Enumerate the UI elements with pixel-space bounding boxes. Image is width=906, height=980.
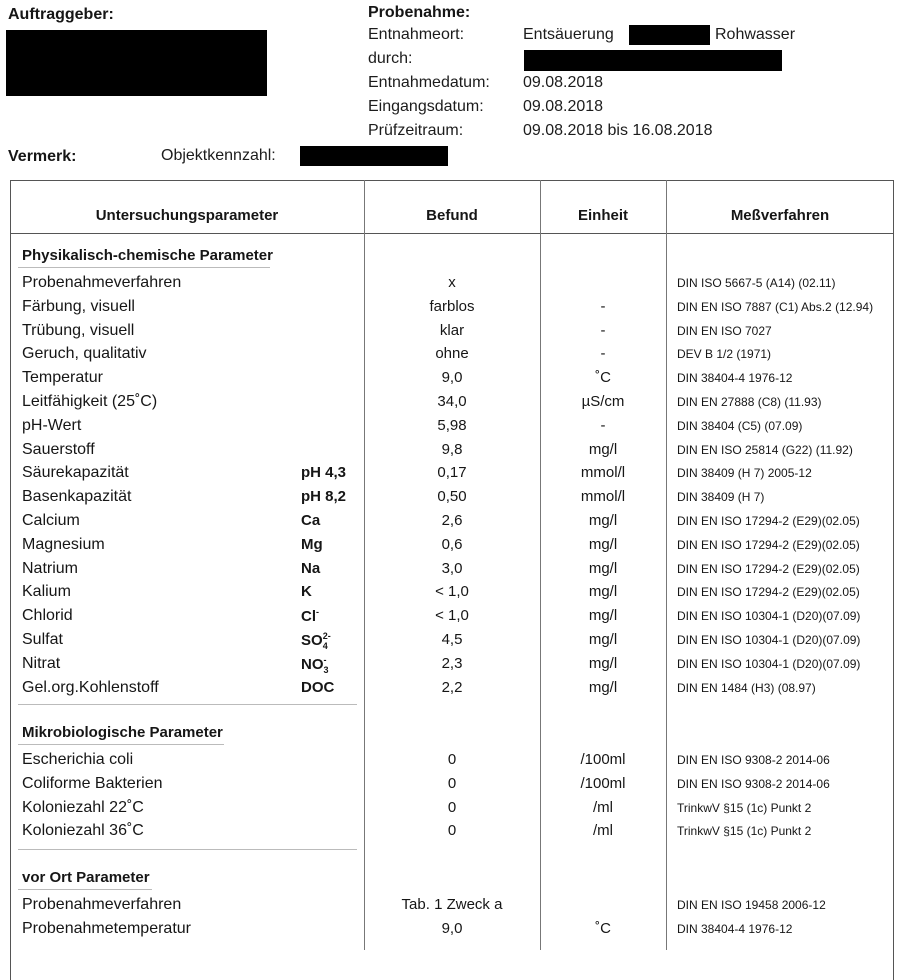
table-row [0, 583, 906, 607]
einheit-value: mg/l [588, 655, 618, 672]
einheit-value: mmol/l [580, 488, 626, 505]
messverfahren-value: DIN EN 27888 (C8) (11.93) [677, 395, 822, 409]
entnahmedatum-label: Entnahmedatum: [368, 74, 490, 91]
messverfahren-value: DIN EN ISO 7027 [677, 324, 772, 338]
section-title: Mikrobiologische Parameter [22, 724, 223, 741]
messverfahren-value: DIN 38404-4 1976-12 [677, 371, 793, 385]
table-row [0, 369, 906, 393]
table-row [0, 896, 906, 920]
befund-value: 2,6 [441, 512, 463, 529]
messverfahren-value: DIN EN ISO 19458 2006-12 [677, 898, 826, 912]
messverfahren-value: DIN EN ISO 9308-2 2014-06 [677, 753, 830, 767]
einheit-value: mg/l [588, 441, 618, 458]
parameter-name: Magnesium [22, 536, 105, 553]
table-header-divider [10, 233, 894, 234]
table-row [0, 607, 906, 631]
befund-value: klar [439, 322, 465, 339]
einheit-value: mg/l [588, 536, 618, 553]
parameter-symbol: Cl- [301, 607, 319, 625]
table-row [0, 536, 906, 560]
column-header-einheit: Einheit [577, 207, 628, 224]
messverfahren-value: DIN 38404-4 1976-12 [677, 922, 793, 936]
messverfahren-value: DIN EN ISO 17294-2 (E29)(02.05) [677, 562, 860, 576]
einheit-value: /ml [593, 822, 613, 839]
parameter-symbol: $SO_4^{2-}$ [301, 631, 331, 651]
befund-value: 0 [447, 751, 457, 768]
table-row [0, 631, 906, 655]
section-end-line [18, 704, 357, 705]
table-row [0, 322, 906, 346]
einheit-value: ˚C [595, 920, 611, 937]
entnahmedatum-value: 09.08.2018 [523, 74, 604, 91]
redacted-object-id [300, 146, 448, 166]
section-title: Physikalisch-chemische Parameter [22, 247, 273, 264]
entnahmeort-suffix: Rohwasser [715, 26, 796, 43]
einheit-value: /100ml [580, 775, 626, 792]
einheit-value: mg/l [588, 560, 618, 577]
befund-value: < 1,0 [435, 607, 469, 624]
table-row [0, 560, 906, 584]
parameter-symbol: Na [301, 560, 321, 577]
pruefzeitraum-label: Prüfzeitraum: [368, 122, 464, 139]
messverfahren-value: TrinkwV §15 (1c) Punkt 2 [677, 824, 812, 838]
parameter-name: Coliforme Bakterien [22, 775, 163, 792]
befund-value: 2,2 [441, 679, 463, 696]
messverfahren-value: DIN EN ISO 7887 (C1) Abs.2 (12.94) [677, 300, 874, 314]
symbol-superscript: - [323, 655, 327, 665]
objektkennzahl-label: Objektkennzahl: [161, 147, 276, 164]
parameter-name: Säurekapazität [22, 464, 129, 481]
symbol-subscript: 3 [323, 665, 329, 675]
table-row [0, 512, 906, 536]
symbol-superscript: 2- [322, 631, 331, 641]
befund-value: farblos [429, 298, 475, 315]
section-title-underline [18, 267, 270, 268]
befund-value: 0 [447, 799, 457, 816]
messverfahren-value: DIN 38409 (H 7) 2005-12 [677, 466, 812, 480]
table-row [0, 345, 906, 369]
table-row [0, 822, 906, 846]
durch-label: durch: [368, 50, 413, 67]
table-row [0, 655, 906, 679]
column-header-messverfahren: Meßverfahren [730, 207, 830, 224]
befund-value: 0,6 [441, 536, 463, 553]
parameter-symbol: Ca [301, 512, 321, 529]
parameter-name: Natrium [22, 560, 79, 577]
parameter-name: Probenahmeverfahren [22, 896, 182, 913]
symbol-subscript: 4 [322, 641, 328, 651]
parameter-name: Kalium [22, 583, 71, 600]
einheit-value: mmol/l [580, 464, 626, 481]
parameter-name: Probenahmeverfahren [22, 274, 182, 291]
entnahmeort-value: Entsäuerung [523, 26, 614, 43]
befund-value: 4,5 [441, 631, 463, 648]
einheit-value: mg/l [588, 679, 618, 696]
table-row [0, 799, 906, 823]
messverfahren-value: DIN EN ISO 9308-2 2014-06 [677, 777, 830, 791]
table-row [0, 417, 906, 441]
redacted-sampler [524, 50, 782, 71]
parameter-name: Nitrat [22, 655, 61, 672]
einheit-value: /ml [593, 799, 613, 816]
einheit-value: mg/l [588, 512, 618, 529]
table-row [0, 751, 906, 775]
table-row [0, 920, 906, 944]
einheit-value: ˚C [595, 369, 611, 386]
einheit-value: mg/l [588, 607, 618, 624]
einheit-value: - [600, 345, 606, 362]
redacted-client [6, 30, 267, 96]
section-title-underline [18, 744, 224, 745]
table-row [0, 464, 906, 488]
parameter-symbol: pH 8,2 [301, 488, 347, 505]
parameter-name: Escherichia coli [22, 751, 134, 768]
befund-value: 9,8 [441, 441, 463, 458]
messverfahren-value: DIN ISO 5667-5 (A14) (02.11) [677, 276, 836, 290]
messverfahren-value: DIN EN ISO 10304-1 (D20)(07.09) [677, 633, 861, 647]
table-row [0, 441, 906, 465]
befund-value: 5,98 [437, 417, 467, 434]
einheit-value: - [600, 417, 606, 434]
table-row [0, 393, 906, 417]
parameter-name: Probenahmetemperatur [22, 920, 191, 937]
parameter-name: pH-Wert [22, 417, 82, 434]
pruefzeitraum-value: 09.08.2018 bis 16.08.2018 [523, 122, 713, 139]
parameter-symbol: $NO_3^-$ [301, 655, 329, 675]
befund-value: < 1,0 [435, 583, 469, 600]
einheit-value: µS/cm [581, 393, 625, 410]
entnahmeort-label: Entnahmeort: [368, 26, 465, 43]
parameter-symbol: DOC [301, 679, 335, 696]
table-row [0, 298, 906, 322]
einheit-value: mg/l [588, 631, 618, 648]
parameter-name: Temperatur [22, 369, 103, 386]
messverfahren-value: DIN EN ISO 17294-2 (E29)(02.05) [677, 514, 860, 528]
messverfahren-value: DEV B 1/2 (1971) [677, 347, 772, 361]
befund-value: 3,0 [441, 560, 463, 577]
symbol-superscript: - [316, 607, 319, 617]
messverfahren-value: DIN EN 1484 (H3) (08.97) [677, 681, 816, 695]
redacted-location [629, 25, 710, 45]
vermerk-label: Vermerk: [8, 148, 77, 165]
messverfahren-value: DIN 38409 (H 7) [677, 490, 765, 504]
messverfahren-value: DIN EN ISO 17294-2 (E29)(02.05) [677, 585, 860, 599]
column-header-parameter: Untersuchungsparameter [95, 207, 279, 224]
einheit-value: mg/l [588, 583, 618, 600]
messverfahren-value: TrinkwV §15 (1c) Punkt 2 [677, 801, 812, 815]
parameter-symbol: pH 4,3 [301, 464, 347, 481]
auftraggeber-label: Auftraggeber: [8, 6, 114, 23]
column-header-befund: Befund [426, 207, 478, 224]
messverfahren-value: DIN EN ISO 10304-1 (D20)(07.09) [677, 657, 861, 671]
befund-value: 0 [447, 822, 457, 839]
eingangsdatum-value: 09.08.2018 [523, 98, 604, 115]
parameter-name: Calcium [22, 512, 80, 529]
parameter-name: Chlorid [22, 607, 73, 624]
parameter-symbol: K [301, 583, 312, 600]
table-row [0, 679, 906, 703]
parameter-name: Sulfat [22, 631, 63, 648]
befund-value: 9,0 [441, 369, 463, 386]
befund-value: 0 [447, 775, 457, 792]
einheit-value: - [600, 298, 606, 315]
messverfahren-value: DIN EN ISO 10304-1 (D20)(07.09) [677, 609, 861, 623]
parameter-name: Basenkapazität [22, 488, 132, 505]
parameter-symbol: Mg [301, 536, 323, 553]
parameter-name: Leitfähigkeit (25˚C) [22, 393, 158, 410]
befund-value: ohne [435, 345, 469, 362]
befund-value: 2,3 [441, 655, 463, 672]
section-end-line [18, 849, 357, 850]
parameter-name: Koloniezahl 22˚C [22, 799, 144, 816]
messverfahren-value: DIN 38404 (C5) (07.09) [677, 419, 803, 433]
parameter-name: Färbung, visuell [22, 298, 135, 315]
section-title-underline [18, 889, 152, 890]
parameter-name: Sauerstoff [22, 441, 95, 458]
table-row [0, 274, 906, 298]
table-row [0, 488, 906, 512]
befund-value: 9,0 [441, 920, 463, 937]
messverfahren-value: DIN EN ISO 25814 (G22) (11.92) [677, 443, 853, 457]
befund-value: 0,50 [437, 488, 467, 505]
befund-value: 0,17 [437, 464, 467, 481]
eingangsdatum-label: Eingangsdatum: [368, 98, 484, 115]
parameter-name: Koloniezahl 36˚C [22, 822, 144, 839]
parameter-name: Trübung, visuell [22, 322, 135, 339]
befund-value: 34,0 [437, 393, 467, 410]
parameter-name: Gel.org.Kohlenstoff [22, 679, 159, 696]
befund-value: x [448, 274, 456, 291]
einheit-value: /100ml [580, 751, 626, 768]
probenahme-label: Probenahme: [368, 4, 471, 21]
einheit-value: - [600, 322, 606, 339]
section-title: vor Ort Parameter [22, 869, 150, 886]
table-row [0, 775, 906, 799]
parameter-name: Geruch, qualitativ [22, 345, 147, 362]
messverfahren-value: DIN EN ISO 17294-2 (E29)(02.05) [677, 538, 860, 552]
befund-value: Tab. 1 Zweck a [401, 896, 503, 913]
